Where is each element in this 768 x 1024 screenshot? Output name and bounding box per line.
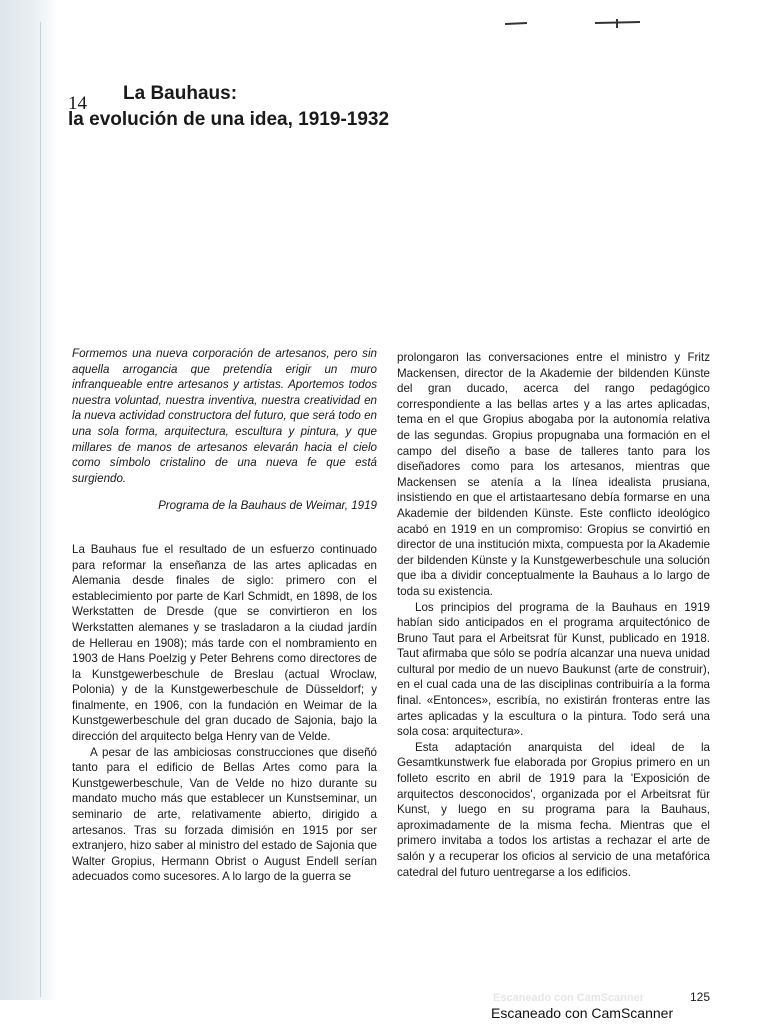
body-paragraph: La Bauhaus fue el resultado de un esfuerzo continuado para reformar la enseñanza de las artes aplicadas en Alemania desde finales de siglo: primero con el establecimiento por parte de Karl Schmidt, en 1898, de los Werkstatten de Dresde (que se convirtieron en los Werkstatten alemanes y se trasladaron a la ciudad jardín de Hellerau en 1908); más tarde con el nombramiento en 1903 de Hans Poelzig y Peter Behrens como directores de la Kunstgewerbeschule de Breslau (actual Wroclaw, Polonia) y de la Kunstgewerbeschule de Düsseldorf; y finalmente, en 1906, con la fundación en Weimar de la Kunstgewerbeschule del gran ducado de Sajonia, bajo la dirección del arquitecto belga Henry van de Velde. xyxy=(72,542,377,744)
left-column xyxy=(72,346,377,885)
epigraph-source: Programa de la Bauhaus de Weimar, 1919 xyxy=(158,499,377,513)
epigraph-quote: Formemos una nueva corporación de artesanos, pero sin aquella arrogancia que pretendía erigir un muro infranqueable entre artesanos y artistas. Aportemos todos nuestra voluntad, nuestra inventiva, nuestra creatividad en la nueva actividad constructora del futuro, que será todo en una sola forma, arquitectura, escultura y pintura, y que millares de manos de artesanos elevarán hacia el cielo como símbolo cristalino de una nueva fe que está surgiendo. xyxy=(72,347,377,485)
right-column xyxy=(397,350,710,880)
scanner-watermark: Escaneado con CamScanner xyxy=(491,1005,674,1021)
chapter-page-number: 14 xyxy=(68,93,87,114)
body-paragraph: Los principios del programa de la Bauhaus en 1919 habían sido anticipados en el programa arquitectónico de Bruno Taut para el Arbeitsrat für Kunst, publicado en 1918. Taut afirmaba que sólo se podría alcanzar una nueva unidad cultural por medio de un nuevo Baukunst (arte de construir), en el cual cada una de las disciplinas contribuiría a la forma final. «Entonces», escribía, no existirán fronteras entre las artes aplicadas y la escultura o la pintura. Todo será una sola cosa: arquitectura». xyxy=(397,600,710,739)
chapter-title-line2: la evolución de una idea, 1919-1932 xyxy=(68,109,390,130)
scanner-ghost-text: Escaneado con CamScanner xyxy=(493,992,645,1004)
body-paragraph: A pesar de las ambiciosas construcciones que diseñó tanto para el edificio de Bellas Artes como para la Kunstgewerbeschule, Van de Velde no hizo durante su mandato mucho más que establecer un Kunstseminar, un seminario de arte, relativamente abierto, dirigido a artesanos. Tras su forzada dimisión en 1915 por ser extranjero, hizo saber al ministro del estado de Sajonia que Walter Gropius, Hermann Obrist o August Endell serían adecuados como sucesores. A lo largo de la guerra se xyxy=(72,745,377,884)
chapter-title-line1: La Bauhaus: xyxy=(123,83,238,104)
footer-page-number: 125 xyxy=(690,990,711,1004)
body-paragraph: Esta adaptación anarquista del ideal de la Gesamtkunstwerk fue elaborada por Gropius primero en un folleto escrito en abril de 1919 para la 'Exposición de arquitectos desconocidos', organizada por el Arbeitsrat für Kunst, y luego en su programa para la Bauhaus, aproximadamente de la misma fecha. Mientras que el primero invitaba a todos los artistas a rechazar el arte de salón y a recuperar los oficios al servicio de una metafórica catedral del futuro uentregarse a los edificios. xyxy=(397,740,710,879)
scan-marks xyxy=(505,18,645,30)
body-paragraph: prolongaron las conversaciones entre el ministro y Fritz Mackensen, director de la Akademie der bildenden Künste del gran ducado, acerca del rango pedagógico correspondiente a las bellas artes y a las artes aplicadas, tema en el que Gropius abogaba por la autonomía relativa de las segundas. Gropius propugnaba una formación en el campo del diseño a base de talleres tanto para los diseñadores como para los artesanos, mientras que Mackensen se atenía a la línea idealista prusiana, insistiendo en que el artistaartesano debía formarse en una Akademie der bildenden Künste. Este conflicto ideológico acabó en 1919 en un compromiso: Gropius se convirtió en director de una institución mixta, compuesta por la Akademie der bildenden Künste y la Kunstgewerbeschule una solución que iba a dividir conceptualmente la Bauhaus a lo largo de toda su existencia. xyxy=(397,351,710,598)
